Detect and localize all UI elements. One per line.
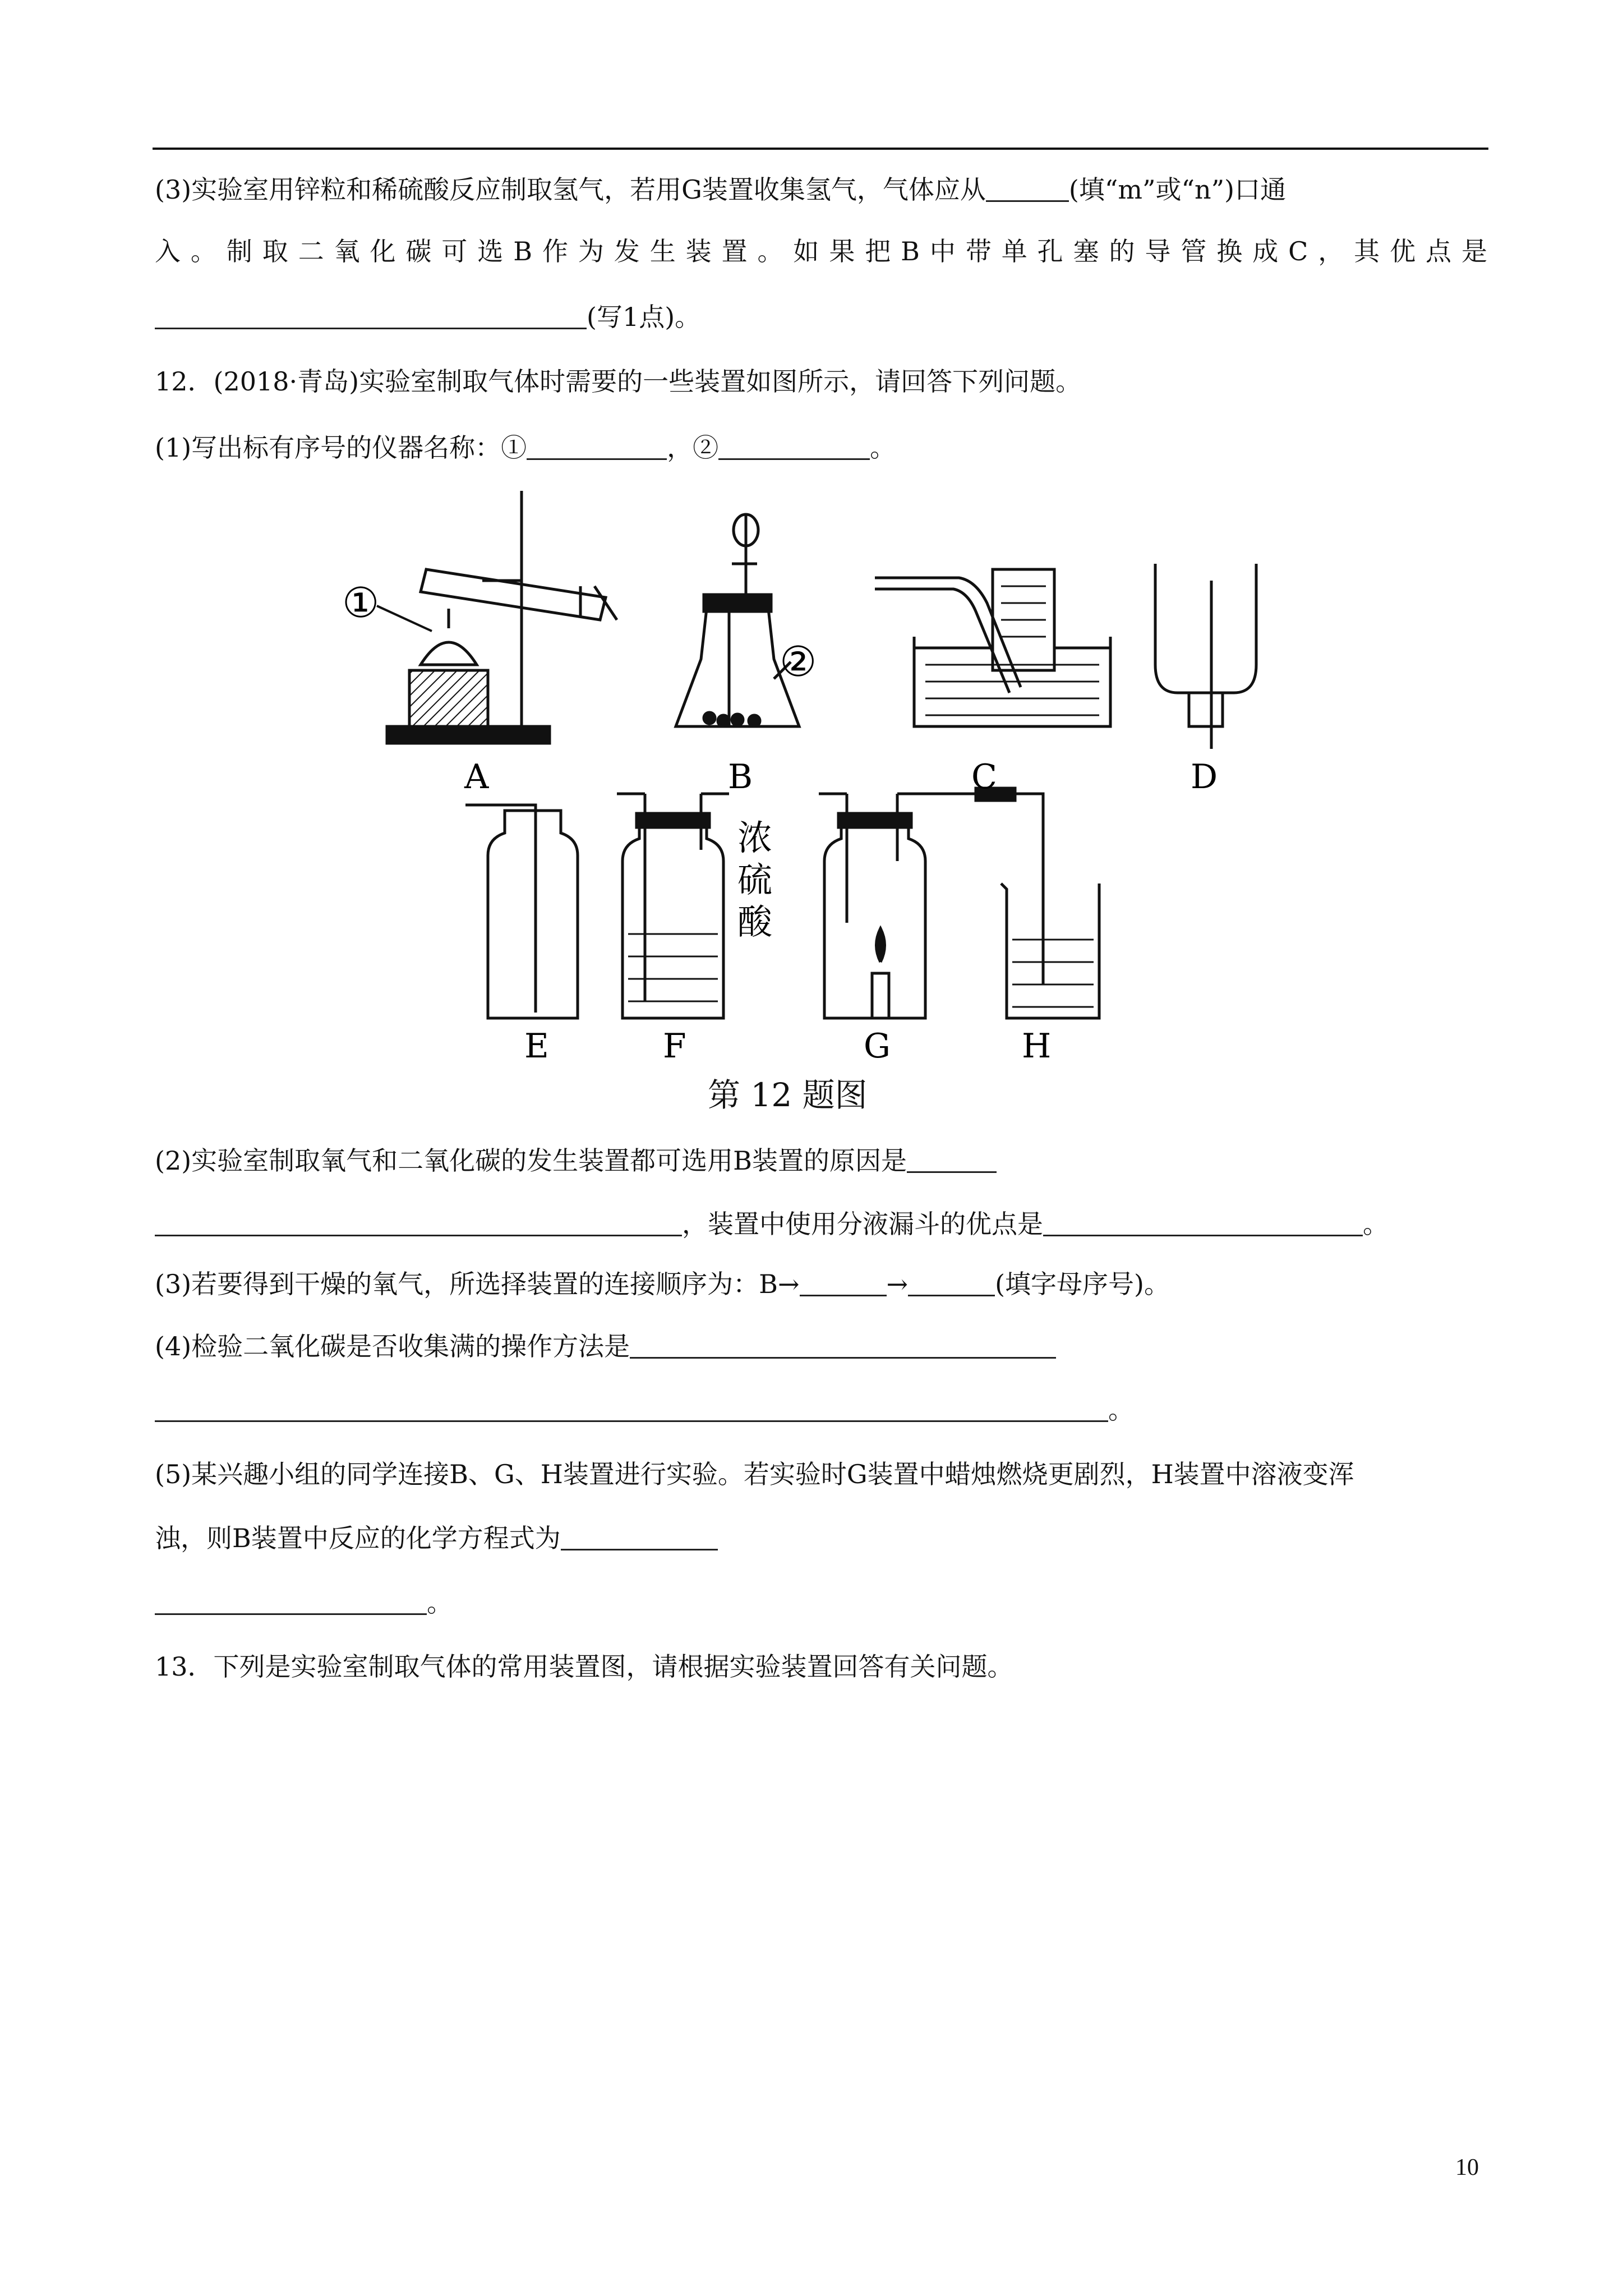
apparatus-c — [875, 569, 1110, 726]
q11-line2-token: 如 — [793, 236, 819, 266]
q11-line2-token: 塞 — [1073, 236, 1099, 266]
label-g: G — [864, 1027, 891, 1066]
answer-blank[interactable] — [908, 1270, 995, 1296]
q11-line2-token: 把 — [865, 236, 891, 266]
q11-line2-token: C — [1288, 236, 1308, 266]
apparatus-drawing — [314, 480, 1267, 1114]
q11-part3-line1: (3)实验室用锌粒和稀硫酸反应制取氢气，若用G装置收集氢气，气体应从 (填“m”或“n”)口通 — [155, 174, 1287, 205]
acid-label-1: 浓 — [737, 817, 773, 858]
q11-line2-token: 单 — [1001, 236, 1027, 266]
q11-line2-token: 为 — [578, 236, 604, 266]
answer-blank[interactable] — [800, 1270, 887, 1296]
marker-2: ② — [780, 638, 817, 686]
q11-line2-token: 生 — [649, 236, 676, 266]
q11-line2-token: ， — [1318, 236, 1344, 266]
apparatus-h — [1001, 884, 1099, 1018]
q12-part5-line1: (5)某兴趣小组的同学连接B、G、H装置进行实验。若实验时G装置中蜡烛燃烧更剧烈，H装置中溶液变浑 — [155, 1459, 1354, 1489]
answer-blank[interactable] — [155, 303, 587, 329]
answer-blank[interactable] — [1043, 1210, 1363, 1236]
q11-line2-token: 换 — [1216, 236, 1243, 266]
label-a: A — [464, 757, 489, 797]
apparatus-figure — [314, 480, 1267, 1114]
q11-line2-token: 。 — [190, 236, 216, 266]
q11-line2-token: 氧 — [334, 236, 360, 266]
label-f: F — [663, 1027, 686, 1066]
q11-part3-line2 — [155, 238, 1487, 264]
q11-line2-token: 管 — [1181, 236, 1207, 266]
answer-blank[interactable] — [155, 1210, 682, 1236]
q11-line2-token: 其 — [1354, 236, 1380, 266]
answer-blank[interactable] — [986, 176, 1069, 202]
answer-blank[interactable] — [718, 434, 870, 460]
acid-label-3: 酸 — [737, 901, 773, 942]
apparatus-g — [819, 788, 1043, 1018]
q12-part2-line1: (2)实验室制取氧气和二氧化碳的发生装置都可选用B装置的原因是 — [155, 1147, 997, 1174]
q12-part4-line2: 。 — [155, 1396, 1134, 1423]
q11-line2-token: 选 — [477, 236, 504, 266]
q11-line2-token: 果 — [829, 236, 855, 266]
q11-line2-token: 碳 — [405, 236, 432, 266]
q11-part3-line3: (写1点)。 — [155, 303, 700, 330]
q11-line2-token: 中 — [929, 236, 956, 266]
q11-line2-token: 带 — [965, 236, 992, 266]
q11-line2-token: 二 — [298, 236, 324, 266]
page-number: 10 — [1455, 2155, 1479, 2180]
answer-blank[interactable] — [155, 1396, 1108, 1422]
q11-line2-token: 孔 — [1037, 236, 1063, 266]
q12-part3: (3)若要得到干燥的氧气，所选择装置的连接顺序为：B→ → (填字母序号)。 — [155, 1269, 1170, 1299]
q11-line2-token: B — [901, 236, 920, 266]
q11-line2-token: 成 — [1252, 236, 1279, 266]
label-d: D — [1191, 757, 1218, 797]
q11-line2-token: 化 — [370, 236, 396, 266]
q11-line2-token: 。 — [757, 236, 783, 266]
q11-line2-token: 点 — [1426, 236, 1452, 266]
acid-label-2: 硫 — [737, 859, 773, 900]
apparatus-a — [387, 491, 617, 743]
q13-stem: 13．下列是实验室制取气体的常用装置图，请根据实验装置回答有关问题。 — [155, 1651, 1013, 1682]
q11-line2-token: 取 — [262, 236, 288, 266]
header-rule — [153, 148, 1488, 150]
q11-line2-token: 入 — [155, 236, 181, 266]
q12-stem: 12．(2018·青岛)实验室制取气体时需要的一些装置如图所示，请回答下列问题。 — [155, 366, 1082, 397]
answer-blank[interactable] — [561, 1524, 718, 1550]
q12-part4-line1: (4)检验二氧化碳是否收集满的操作方法是 — [155, 1332, 1056, 1359]
apparatus-b — [676, 513, 799, 726]
q11-line2-token: B — [513, 236, 533, 266]
label-b: B — [728, 757, 753, 797]
apparatus-f — [617, 794, 729, 1018]
answer-blank[interactable] — [907, 1147, 997, 1173]
q12-part2-line2: ，装置中使用分液漏斗的优点是 。 — [155, 1210, 1389, 1237]
apparatus-e — [465, 805, 578, 1018]
q12-part5-line2: 浊，则B装置中反应的化学方程式为 — [155, 1524, 718, 1551]
q11-line2-token: 制 — [226, 236, 252, 266]
q11-line2-token: 的 — [1109, 236, 1135, 266]
q11-line2-token: 装 — [685, 236, 712, 266]
q11-line2-token: 可 — [441, 236, 468, 266]
label-e: E — [524, 1027, 549, 1066]
q11-line2-token: 作 — [542, 236, 568, 266]
answer-blank[interactable] — [630, 1332, 1056, 1359]
figure-caption: 第 12 题图 — [708, 1076, 868, 1114]
q11-line2-token: 置 — [721, 236, 748, 266]
answer-blank[interactable] — [527, 434, 667, 460]
answer-blank[interactable] — [155, 1589, 427, 1615]
label-h: H — [1022, 1027, 1052, 1066]
q11-line2-token: 发 — [614, 236, 640, 266]
q11-line2-token: 是 — [1461, 236, 1487, 266]
q11-line2-token: 优 — [1390, 236, 1416, 266]
label-c: C — [971, 757, 997, 797]
q11-line2-token: 导 — [1145, 236, 1171, 266]
q12-part1: (1)写出标有序号的仪器名称：① ，② 。 — [155, 432, 896, 463]
q12-part5-line3: 。 — [155, 1589, 453, 1616]
marker-1: ① — [342, 579, 380, 627]
apparatus-d — [1155, 564, 1256, 749]
